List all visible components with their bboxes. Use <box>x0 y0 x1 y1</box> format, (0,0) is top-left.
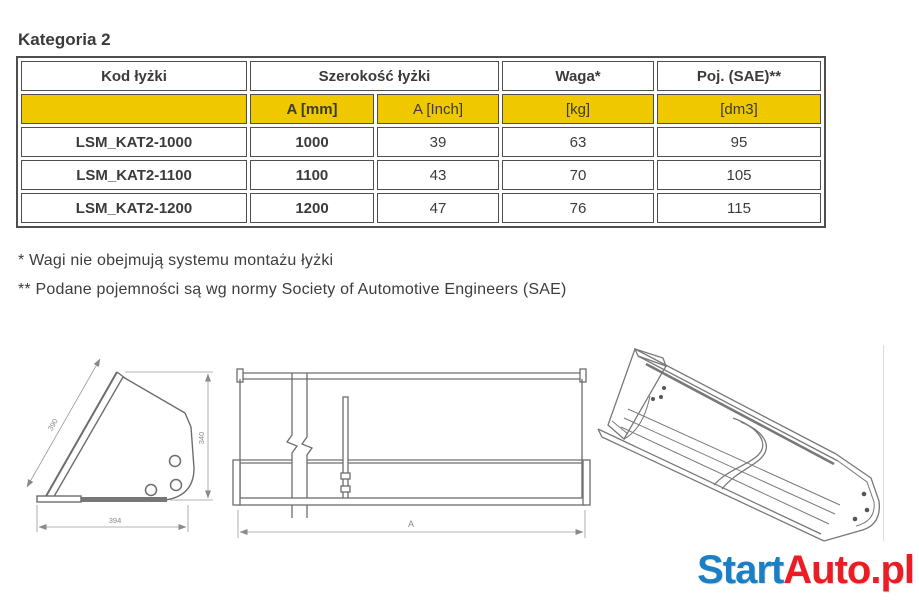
header-kod-lyzki: Kod łyżki <box>21 61 247 91</box>
logo-part-auto: Auto.pl <box>783 548 914 592</box>
unit-cell-kg: [kg] <box>502 94 654 124</box>
header-szerokosc-lyzki: Szerokość łyżki <box>250 61 499 91</box>
cell-kod: LSM_KAT2-1000 <box>21 127 247 157</box>
cell-dm3: 105 <box>657 160 821 190</box>
startauto-logo <box>697 548 914 593</box>
dim-label-a: A <box>407 519 415 529</box>
bucket-perspective-drawing <box>588 333 898 558</box>
header-poj-sae: Poj. (SAE)** <box>657 61 821 91</box>
dim-label-width: 394 <box>108 516 122 525</box>
cell-a-inch: 47 <box>377 193 499 223</box>
spec-table <box>16 56 826 228</box>
image-edge-line <box>883 345 884 541</box>
unit-cell-a-inch: A [Inch] <box>377 94 499 124</box>
dim-label-height: 340 <box>197 431 206 445</box>
dim-label-slant: 390 <box>45 417 60 433</box>
cell-a-inch: 43 <box>377 160 499 190</box>
cell-a-inch: 39 <box>377 127 499 157</box>
logo-part-start: Start <box>697 548 784 592</box>
cell-a-mm: 1200 <box>250 193 374 223</box>
cell-kod: LSM_KAT2-1200 <box>21 193 247 223</box>
unit-cell-a-mm: A [mm] <box>250 94 374 124</box>
table-unit-row <box>21 94 821 124</box>
cell-dm3: 115 <box>657 193 821 223</box>
unit-cell-blank <box>21 94 247 124</box>
cell-kg: 70 <box>502 160 654 190</box>
bucket-side-view-drawing <box>15 350 225 550</box>
header-waga: Waga* <box>502 61 654 91</box>
cell-kod: LSM_KAT2-1100 <box>21 160 247 190</box>
table-row <box>21 193 821 223</box>
cell-kg: 63 <box>502 127 654 157</box>
page-title: Kategoria 2 <box>18 30 111 49</box>
footnote-weights: * Wagi nie obejmują systemu montażu łyżki <box>18 252 334 269</box>
footnote-sae: ** Podane pojemności są wg normy Society of Automotive Engineers (SAE) <box>18 281 567 298</box>
table-header-row <box>21 61 821 91</box>
table-row <box>21 160 821 190</box>
table-row <box>21 127 821 157</box>
cell-a-mm: 1000 <box>250 127 374 157</box>
cell-a-mm: 1100 <box>250 160 374 190</box>
bucket-front-view-drawing <box>230 355 600 550</box>
unit-cell-dm3: [dm3] <box>657 94 821 124</box>
cell-dm3: 95 <box>657 127 821 157</box>
cell-kg: 76 <box>502 193 654 223</box>
